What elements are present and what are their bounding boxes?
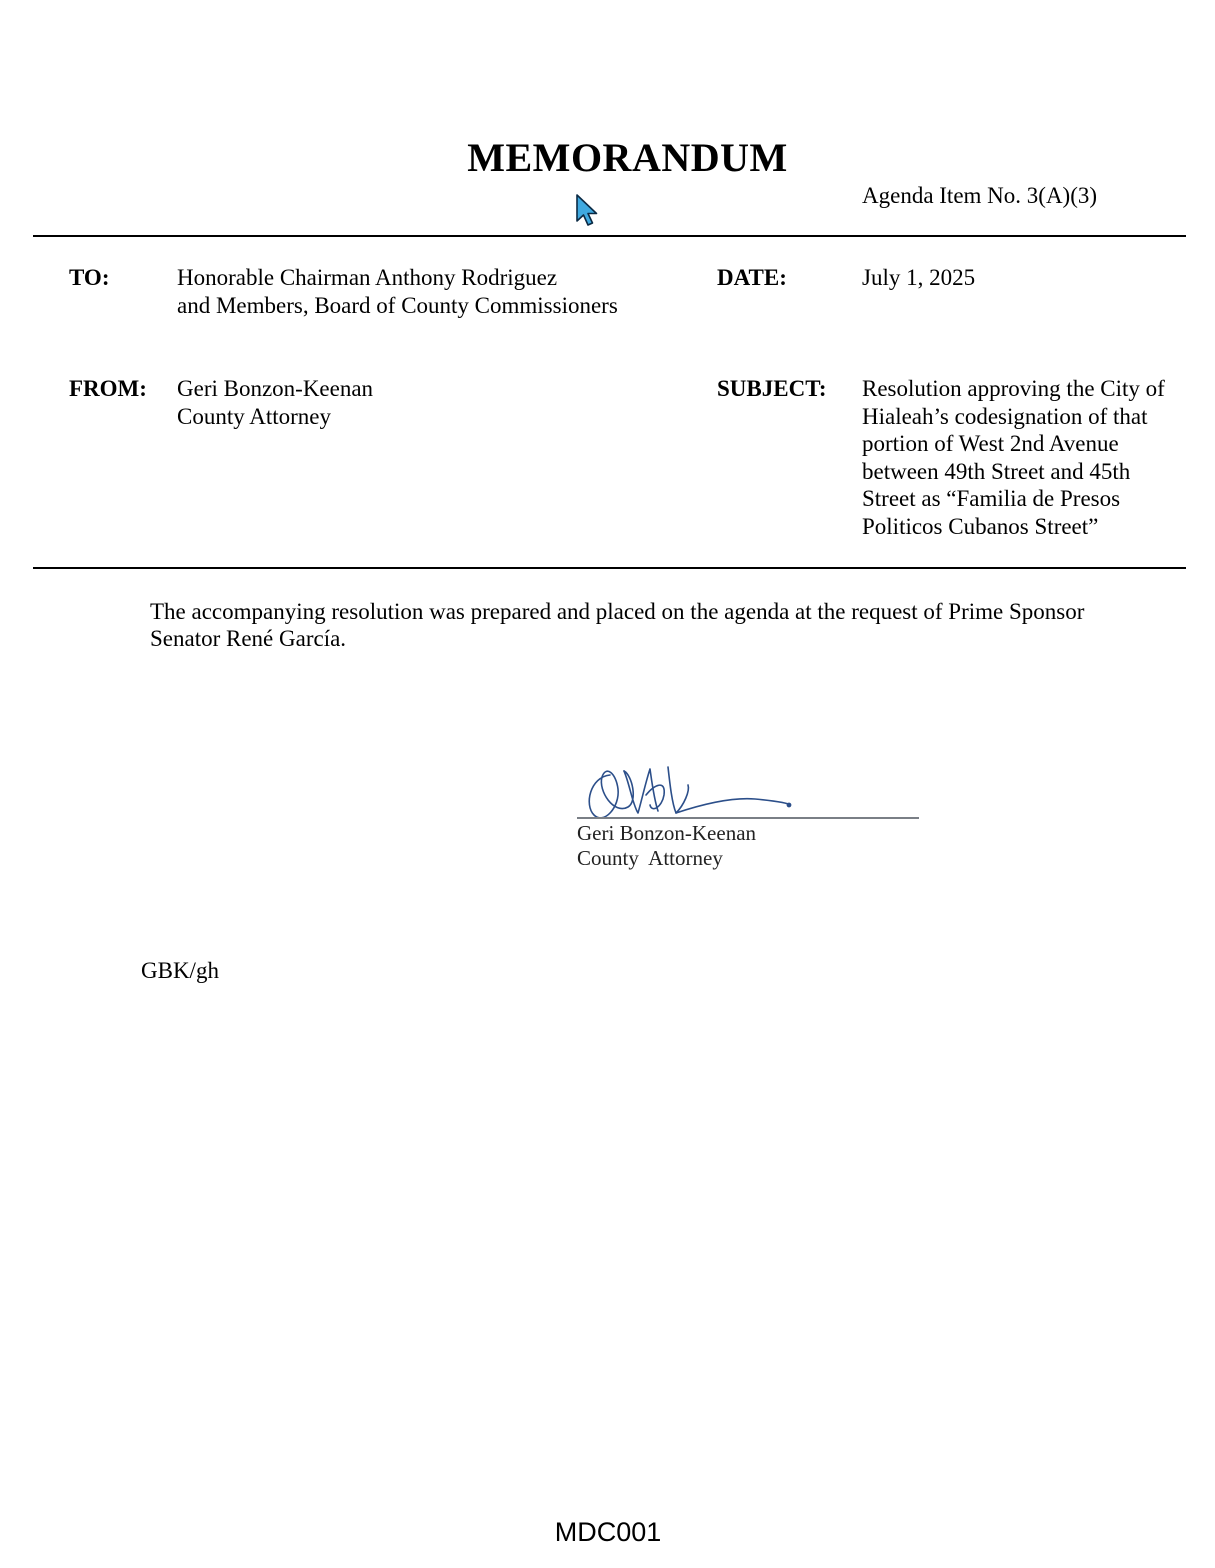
- signatory-title: County Attorney: [577, 846, 723, 870]
- date-value: July 1, 2025: [862, 265, 976, 290]
- subject-text: [862, 375, 1165, 541]
- signature-block: [577, 821, 756, 871]
- subject-line: Hialeah’s codesignation of that: [862, 403, 1148, 429]
- from-label: FROM:: [69, 376, 147, 401]
- header-top-rule: [33, 235, 1186, 237]
- subject-line: Street as “Familia de Presos: [862, 486, 1121, 512]
- memo-title: MEMORANDUM: [467, 135, 788, 180]
- subject-line: portion of West 2nd Avenue: [862, 431, 1119, 457]
- header-bottom-rule: [33, 567, 1186, 569]
- date-label: DATE:: [717, 265, 787, 290]
- from-line: Geri Bonzon-Keenan: [177, 376, 374, 401]
- signatory-name: Geri Bonzon-Keenan: [577, 821, 757, 845]
- page-code: MDC001: [554, 1517, 662, 1547]
- subject-line: between 49th Street and 45th: [862, 458, 1131, 484]
- from-sender: [177, 375, 373, 430]
- from-line: County Attorney: [177, 403, 331, 429]
- subject-line: Resolution approving the City of: [862, 376, 1165, 401]
- to-recipients: [177, 264, 618, 319]
- subject-label: SUBJECT:: [717, 376, 827, 401]
- to-label: TO:: [69, 265, 110, 290]
- body-line: Senator René García.: [150, 626, 347, 651]
- agenda-item-number: Agenda Item No. 3(A)(3): [862, 183, 1098, 208]
- memo-body: [150, 598, 1084, 652]
- mouse-pointer-icon: [574, 193, 600, 227]
- to-line: Honorable Chairman Anthony Rodriguez: [177, 265, 558, 290]
- subject-line: Politicos Cubanos Street”: [862, 513, 1099, 539]
- to-line: and Members, Board of County Commissioners: [177, 292, 618, 318]
- reference-initials: GBK/gh: [141, 958, 219, 983]
- signature-line: [577, 817, 919, 819]
- handwritten-signature: [580, 755, 800, 825]
- body-line: The accompanying resolution was prepared and placed on the agenda at the request of Prime Sponsor: [150, 599, 1085, 624]
